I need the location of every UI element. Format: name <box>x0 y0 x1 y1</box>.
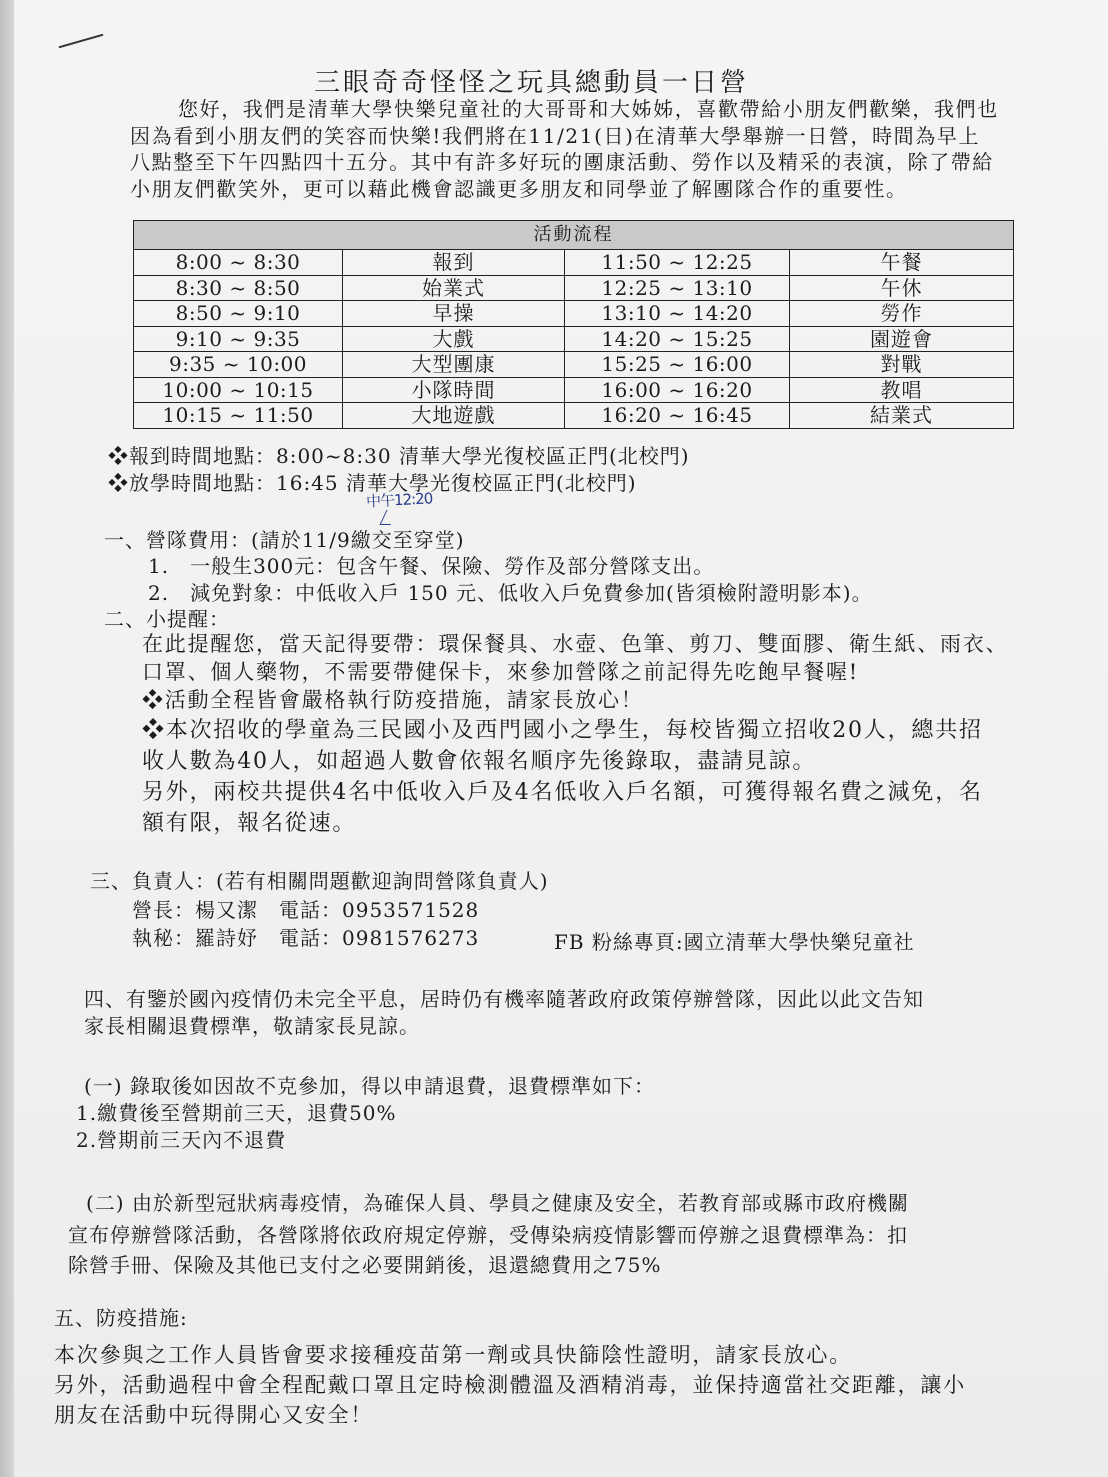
activity-cell: 始業式 <box>343 275 565 301</box>
refund-policy-line: (二) 由於新型冠狀病毒疫情，為確保人員、學員之健康及安全，若教育部或縣市政府機關 <box>86 1191 909 1215</box>
notice-line: 四、有鑒於國內疫情仍未完全平息，居時仍有機率隨著政府政策停辦營隊，因此以此文告知 <box>84 987 924 1011</box>
checkin-info: ❖報到時間地點：8:00~8:30 清華大學光復校區正門(北校門) <box>108 444 690 468</box>
notice-line: 家長相關退費標準，敬請家長見諒。 <box>84 1014 420 1038</box>
facebook-page: FB 粉絲專頁:國立清華大學快樂兒童社 <box>554 930 915 954</box>
intro-line: 您好，我們是清華大學快樂兒童社的大哥哥和大姊姊，喜歡帶給小朋友們歡樂，我們也 <box>178 97 999 121</box>
pen-mark <box>59 34 104 49</box>
activity-cell: 午餐 <box>790 250 1014 276</box>
refund-item: 1.繳費後至營期前三天，退費50% <box>76 1101 397 1125</box>
reminder-heading: 二、小提醒： <box>104 607 230 631</box>
intro-line: 小朋友們歡笑外，更可以藉此機會認識更多朋友和同學並了解團隊合作的重要性。 <box>130 176 908 201</box>
contact-secretary: 執秘：羅詩妤 電話：0981576273 <box>132 926 480 950</box>
refund-policy-line: 宣布停辦營隊活動，各營隊將依政府規定停辦，受傳染病疫情影響而停辦之退費標準為：扣 <box>68 1223 908 1247</box>
activity-cell: 園遊會 <box>790 326 1014 352</box>
intro-paragraph <box>130 96 1030 202</box>
contact-heading: 三、負責人：(若有相關問題歡迎詢問營隊負責人) <box>90 869 549 893</box>
handwritten-caret <box>380 510 398 525</box>
table-row <box>134 326 1014 352</box>
table-row <box>134 403 1014 429</box>
handwritten-note: 中午12:20 <box>365 489 433 511</box>
time-cell: 8:00 ~ 8:30 <box>134 250 343 276</box>
time-cell: 13:10 ~ 14:20 <box>565 301 790 327</box>
fee-item: 1. 一般生300元：包含午餐、保險、勞作及部分營隊支出。 <box>148 554 715 578</box>
refund-heading: (一) 錄取後如因故不克參加，得以申請退費，退費標準如下： <box>84 1074 655 1098</box>
activity-cell: 早操 <box>343 301 565 327</box>
reminder-line: 另外，兩校共提供4名中低收入戶及4名低收入戶名額，可獲得報名費之減免，名 <box>142 780 983 805</box>
prevention-line: 朋友在活動中玩得開心又安全！ <box>54 1403 374 1427</box>
reminder-line: 額有限，報名從速。 <box>142 811 357 836</box>
reminder-line: 在此提醒您，當天記得要帶：環保餐具、水壺、色筆、剪刀、雙面膠、衛生紙、雨衣、 <box>142 632 1009 656</box>
activity-cell: 對戰 <box>790 352 1014 378</box>
activity-cell: 勞作 <box>790 301 1014 327</box>
time-cell: 16:20 ~ 16:45 <box>565 403 790 429</box>
activity-cell: 午休 <box>790 275 1014 301</box>
schedule-header: 活動流程 <box>134 221 1014 250</box>
intro-line: 因為看到小朋友們的笑容而快樂!我們將在11/21(日)在清華大學舉辦一日營，時間為早上 <box>130 123 981 148</box>
activity-cell: 小隊時間 <box>343 377 565 403</box>
time-cell: 14:20 ~ 15:25 <box>565 326 790 352</box>
reminder-line: 口罩、個人藥物，不需要帶健保卡，來參加營隊之前記得先吃飽早餐喔! <box>142 660 860 684</box>
refund-policy-line: 除營手冊、保險及其他已支付之必要開銷後，退還總費用之75% <box>68 1253 662 1277</box>
table-row <box>134 275 1014 301</box>
activity-cell: 報到 <box>343 250 565 276</box>
dismissal-info: ❖放學時間地點：16:45 清華大學光復校區正門(北校門) <box>108 471 637 495</box>
activity-cell: 教唱 <box>790 377 1014 403</box>
document-title: 三眼奇奇怪怪之玩具總動員一日營 <box>314 68 750 98</box>
activity-cell: 結業式 <box>790 403 1014 429</box>
page-edge-shadow <box>0 0 14 1477</box>
refund-item: 2.營期前三天內不退費 <box>76 1128 287 1152</box>
time-cell: 9:35 ~ 10:00 <box>134 352 343 378</box>
time-cell: 12:25 ~ 13:10 <box>565 275 790 301</box>
time-cell: 11:50 ~ 12:25 <box>565 250 790 276</box>
table-row <box>134 250 1014 276</box>
schedule-header-row <box>134 221 1014 250</box>
prevention-line: 另外，活動過程中會全程配戴口罩且定時檢測體溫及酒精消毒，並保持適當社交距離，讓小 <box>54 1373 966 1397</box>
paper-sheet <box>14 0 1108 1477</box>
time-cell: 10:15 ~ 11:50 <box>134 403 343 429</box>
time-cell: 9:10 ~ 9:35 <box>134 326 343 352</box>
fee-item: 2. 減免對象：中低收入戶 150 元、低收入戶免費參加(皆須檢附證明影本)。 <box>148 581 873 605</box>
intro-line: 八點整至下午四點四十五分。其中有許多好玩的團康活動、勞作以及精采的表演，除了帶給 <box>130 150 994 174</box>
table-row <box>134 377 1014 403</box>
time-cell: 16:00 ~ 16:20 <box>565 377 790 403</box>
contact-leader: 營長：楊又潔 電話：0953571528 <box>132 898 480 922</box>
activity-cell: 大地遊戲 <box>343 403 565 429</box>
time-cell: 15:25 ~ 16:00 <box>565 352 790 378</box>
activity-cell: 大型團康 <box>343 352 565 378</box>
table-row <box>134 301 1014 327</box>
prevention-line: 本次參與之工作人員皆會要求接種疫苗第一劑或具快篩陰性證明，請家長放心。 <box>54 1343 852 1367</box>
table-row <box>134 352 1014 378</box>
time-cell: 8:50 ~ 9:10 <box>134 301 343 327</box>
reminder-line: ❖活動全程皆會嚴格執行防疫措施，請家長放心！ <box>142 688 644 712</box>
activity-cell: 大戲 <box>343 326 565 352</box>
reminder-line: 收人數為40人，如超過人數會依報名順序先後錄取，盡請見諒。 <box>142 749 817 774</box>
schedule-table <box>133 220 1014 429</box>
prevention-heading: 五、防疫措施: <box>54 1306 188 1330</box>
fee-heading: 一、營隊費用：(請於11/9繳交至穿堂) <box>104 528 465 552</box>
time-cell: 10:00 ~ 10:15 <box>134 377 343 403</box>
time-cell: 8:30 ~ 8:50 <box>134 275 343 301</box>
reminder-line: ❖本次招收的學童為三民國小及西門國小之學生，每校皆獨立招收20人，總共招 <box>142 718 983 743</box>
